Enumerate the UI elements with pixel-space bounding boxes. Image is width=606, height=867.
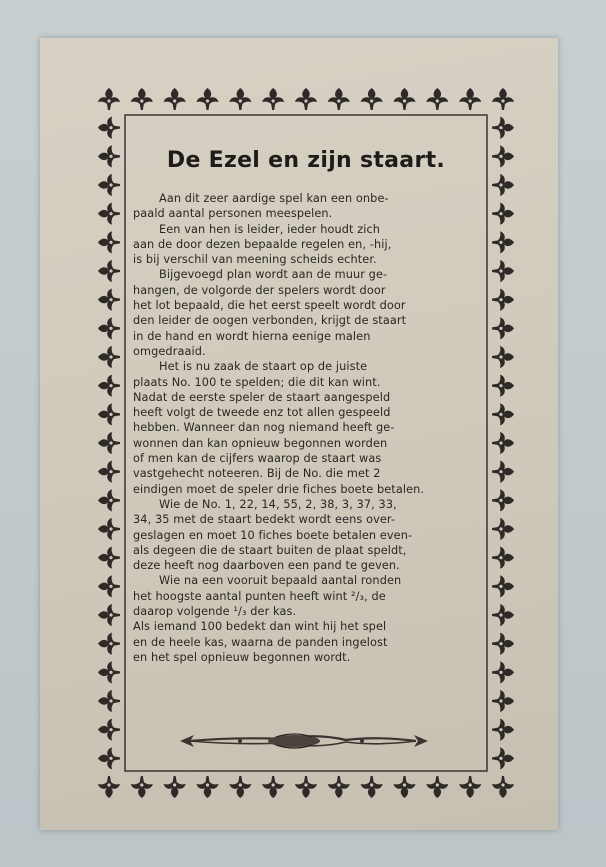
- text-line: is bij verschil van meening scheids echter.: [133, 253, 377, 267]
- fleuron-icon: [98, 776, 120, 798]
- text-line: Wie de No. 1, 22, 14, 55, 2, 38, 3, 37, 33,: [159, 497, 397, 511]
- fleuron-icon: [98, 260, 120, 282]
- fleuron-icon: [492, 231, 514, 253]
- text-line: geslagen en moet 10 fiches boete betalen even-: [133, 528, 413, 542]
- fleuron-icon: [361, 776, 383, 798]
- fleuron-icon: [492, 289, 514, 311]
- fleuron-icon: [98, 518, 120, 540]
- document-content: [133, 140, 479, 700]
- fleuron-icon: [492, 432, 514, 454]
- fleuron-icon: [492, 747, 514, 769]
- fleuron-icon: [492, 575, 514, 597]
- fleuron-icon: [98, 547, 120, 569]
- text-line: heeft volgt de tweede enz tot allen gespeeld: [133, 406, 391, 420]
- text-line: Nadat de eerste speler de staart aangespeld: [133, 390, 391, 404]
- text-line: plaats No. 100 te spelden; die dit kan wint.: [133, 375, 381, 389]
- text-line: Aan dit zeer aardige spel kan een onbe-: [159, 192, 389, 205]
- text-line: als degeen die de staart buiten de plaat speldt,: [133, 543, 407, 557]
- fleuron-icon: [492, 489, 514, 511]
- fleuron-icon: [98, 88, 120, 110]
- fleuron-icon: [459, 776, 481, 798]
- fleuron-icon: [164, 776, 186, 798]
- text-line: het hoogste aantal punten heeft wint ²/₃, de: [133, 589, 386, 603]
- fleuron-icon: [229, 88, 251, 110]
- fleuron-icon: [98, 489, 120, 511]
- fleuron-icon: [492, 403, 514, 425]
- fleuron-icon: [197, 88, 219, 110]
- fleuron-icon: [98, 375, 120, 397]
- text-line: Als iemand 100 bedekt dan wint hij het spel: [133, 620, 387, 634]
- text-line: 34, 35 met de staart bedekt wordt eens over-: [133, 513, 396, 527]
- text-line: hangen, de volgorde der spelers wordt door: [133, 283, 386, 297]
- fleuron-icon: [98, 403, 120, 425]
- fleuron-icon: [98, 174, 120, 196]
- fleuron-icon: [426, 776, 448, 798]
- fleuron-icon: [262, 88, 284, 110]
- fleuron-icon: [197, 776, 219, 798]
- fleuron-icon: [492, 776, 514, 798]
- fleuron-icon: [98, 117, 120, 139]
- fleuron-icon: [394, 88, 416, 110]
- document-title: De Ezel en zijn staart.: [166, 148, 446, 173]
- fleuron-icon: [492, 547, 514, 569]
- text-line: Het is nu zaak de staart op de juiste: [159, 360, 368, 374]
- text-line: hebben. Wanneer dan nog niemand heeft ge-: [133, 421, 395, 435]
- fleuron-icon: [295, 88, 317, 110]
- fleuron-icon: [98, 432, 120, 454]
- text-line: deze heeft nog daarboven een pand te geven.: [133, 559, 400, 573]
- fleuron-icon: [98, 661, 120, 683]
- fleuron-icon: [361, 88, 383, 110]
- text-line: het lot bepaald, die het eerst speelt wordt door: [133, 299, 406, 313]
- fleuron-icon: [492, 633, 514, 655]
- fleuron-icon: [394, 776, 416, 798]
- fleuron-icon: [131, 776, 153, 798]
- fleuron-icon: [492, 174, 514, 196]
- fleuron-icon: [459, 88, 481, 110]
- text-line: en de heele kas, waarna de panden ingelost: [133, 635, 388, 649]
- fleuron-icon: [98, 747, 120, 769]
- fleuron-icon: [426, 88, 448, 110]
- fleuron-icon: [98, 575, 120, 597]
- fleuron-icon: [98, 145, 120, 167]
- text-line: of men kan de cijfers waarop de staart was: [133, 452, 382, 466]
- text-line: Wie na een vooruit bepaald aantal ronden: [159, 574, 402, 588]
- text-line: wonnen dan kan opnieuw begonnen worden: [133, 436, 388, 450]
- fleuron-icon: [492, 317, 514, 339]
- fleuron-icon: [492, 145, 514, 167]
- fleuron-icon: [262, 776, 284, 798]
- fleuron-icon: [98, 690, 120, 712]
- text-line: en het spel opnieuw begonnen wordt.: [133, 650, 351, 664]
- fleuron-icon: [492, 260, 514, 282]
- text-line: in de hand en wordt hierna eenige malen: [133, 329, 371, 343]
- text-line: Een van hen is leider, ieder houdt zich: [159, 222, 381, 236]
- fleuron-icon: [492, 346, 514, 368]
- fleuron-icon: [492, 719, 514, 741]
- fleuron-icon: [492, 661, 514, 683]
- fleuron-icon: [98, 231, 120, 253]
- fleuron-icon: [98, 461, 120, 483]
- text-line: vastgehecht noteeren. Bij de No. die met 2: [133, 467, 381, 481]
- fleuron-icon: [98, 346, 120, 368]
- fleuron-icon: [229, 776, 251, 798]
- text-line: daarop volgende ¹/₃ der kas.: [133, 605, 297, 619]
- fleuron-icon: [328, 776, 350, 798]
- fleuron-icon: [98, 203, 120, 225]
- text-line: Bijgevoegd plan wordt aan de muur ge-: [159, 268, 388, 282]
- text-line: eindigen moet de speler drie fiches boete betalen.: [133, 482, 425, 496]
- fleuron-icon: [492, 690, 514, 712]
- text-line: den leider de oogen verbonden, krijgt de staart: [133, 314, 407, 328]
- text-line: aan de door dezen bepaalde regelen en, -hij,: [133, 237, 392, 251]
- text-line: omgedraaid.: [133, 344, 206, 358]
- fleuron-icon: [98, 317, 120, 339]
- fleuron-icon: [98, 604, 120, 626]
- fleuron-icon: [164, 88, 186, 110]
- fleuron-icon: [98, 633, 120, 655]
- fleuron-icon: [98, 289, 120, 311]
- fleuron-icon: [492, 604, 514, 626]
- fleuron-icon: [328, 88, 350, 110]
- text-line: paald aantal personen meespelen.: [133, 207, 333, 221]
- fleuron-icon: [131, 88, 153, 110]
- fleuron-icon: [492, 518, 514, 540]
- arrow-ornament-icon: [176, 731, 432, 751]
- fleuron-icon: [492, 117, 514, 139]
- fleuron-icon: [98, 719, 120, 741]
- fleuron-icon: [492, 203, 514, 225]
- fleuron-icon: [492, 375, 514, 397]
- fleuron-icon: [492, 88, 514, 110]
- rules-text: [133, 191, 479, 665]
- fleuron-icon: [295, 776, 317, 798]
- fleuron-icon: [492, 461, 514, 483]
